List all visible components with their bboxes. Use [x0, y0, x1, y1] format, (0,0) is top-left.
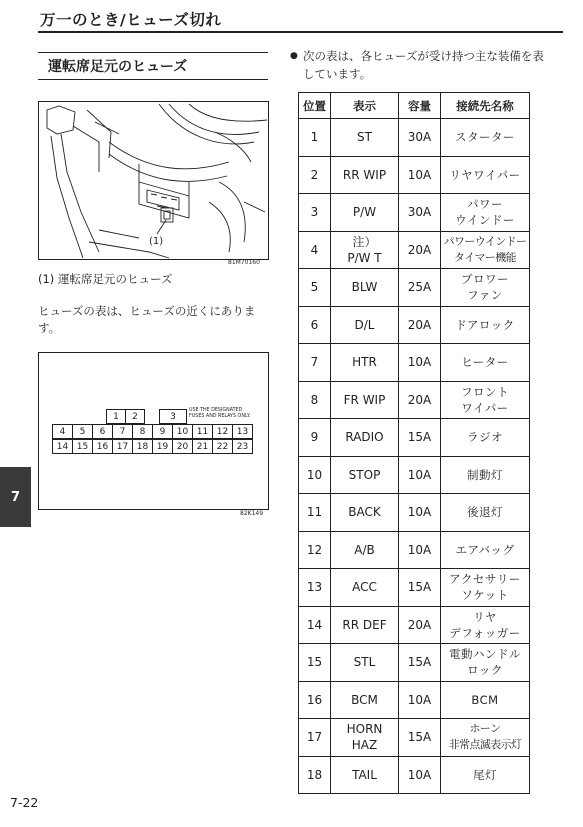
intro-text: 次の表は、各ヒューズが受け持つ主な装備を表しています。 — [303, 49, 544, 81]
cell-capacity: 20A — [399, 381, 441, 419]
table-row — [299, 531, 530, 569]
cell-label — [331, 456, 399, 494]
cell-label — [331, 344, 399, 382]
cell-capacity: 10A — [399, 531, 441, 569]
table-row — [299, 306, 530, 344]
cell-destination — [441, 756, 530, 794]
table-row — [299, 119, 530, 157]
cell-capacity: 20A — [399, 231, 441, 269]
table-row — [299, 681, 530, 719]
cell-destination-line: エアバッグ — [455, 542, 515, 557]
cell-destination — [441, 456, 530, 494]
fuse-slot: 5 — [72, 424, 93, 439]
cell-destination — [441, 681, 530, 719]
cell-label-line: A/B — [354, 542, 375, 557]
cell-position: 2 — [299, 156, 331, 194]
cell-label — [331, 756, 399, 794]
fuse-slot: 13 — [232, 424, 253, 439]
cell-destination — [441, 119, 530, 157]
cell-label — [331, 644, 399, 682]
cell-label-line: 注） — [352, 234, 377, 249]
cell-destination-line: パワー — [467, 197, 503, 212]
cell-destination — [441, 344, 530, 382]
cell-destination-line: 尾灯 — [473, 767, 497, 782]
cell-capacity: 10A — [399, 156, 441, 194]
cell-destination-line: ウインドー — [455, 213, 515, 228]
section-heading-text: 運転席足元のヒューズ — [48, 59, 188, 75]
table-row — [299, 606, 530, 644]
fuse-box-note-line: FUSES AND RELAYS ONLY. — [189, 414, 251, 419]
cell-label-line: RR DEF — [342, 617, 387, 632]
cell-destination — [441, 531, 530, 569]
cell-label-line: HAZ — [351, 738, 378, 753]
cell-destination-line: ファン — [467, 288, 503, 303]
figure-caption: (1) 運転席足元のヒューズ — [38, 272, 173, 286]
cell-capacity: 15A — [399, 644, 441, 682]
cell-destination-line: パワーウインドー — [443, 234, 527, 248]
cell-label — [331, 419, 399, 457]
cell-label-line: BCM — [351, 692, 378, 707]
cell-label — [331, 494, 399, 532]
cell-destination-line: 非常点滅表示灯 — [448, 738, 522, 752]
cell-destination — [441, 269, 530, 307]
cell-destination-line: ソケット — [461, 588, 509, 603]
cell-destination-line: 電動ハンドル — [449, 647, 521, 662]
fuse-table — [298, 92, 530, 794]
cell-position: 14 — [299, 606, 331, 644]
cell-label-line: ACC — [352, 580, 377, 595]
cell-label — [331, 681, 399, 719]
cell-position: 1 — [299, 119, 331, 157]
cell-position: 11 — [299, 494, 331, 532]
title-rule — [38, 31, 563, 33]
section-heading — [38, 52, 268, 80]
cell-label-line: FR WIP — [343, 392, 386, 407]
cell-position: 13 — [299, 569, 331, 607]
cell-position: 3 — [299, 194, 331, 232]
fuse-slot: 17 — [112, 439, 133, 454]
cell-label-line: BLW — [351, 280, 378, 295]
page-title: 万一のとき/ヒューズ切れ — [40, 11, 222, 29]
fuse-slot: 1 — [106, 409, 126, 424]
cell-capacity: 10A — [399, 681, 441, 719]
cell-label — [331, 156, 399, 194]
table-row — [299, 419, 530, 457]
fuse-slot: 20 — [172, 439, 193, 454]
cell-destination-line: アクセサリー — [449, 572, 521, 587]
cell-capacity: 30A — [399, 194, 441, 232]
cell-destination-line: ブロワー — [461, 272, 509, 287]
cell-capacity: 20A — [399, 606, 441, 644]
cell-label-line: RR WIP — [342, 167, 387, 182]
cell-destination-line: デフォッガー — [449, 625, 521, 640]
cell-destination — [441, 644, 530, 682]
table-row — [299, 231, 530, 269]
cell-position: 12 — [299, 531, 331, 569]
cell-destination-line: フロント — [461, 384, 509, 399]
cell-destination-line: ホーン — [469, 722, 501, 736]
table-row — [299, 719, 530, 757]
fuse-slot: 4 — [52, 424, 73, 439]
table-row — [299, 344, 530, 382]
table-row — [299, 644, 530, 682]
table-body — [299, 119, 530, 794]
fuse-slot: 18 — [132, 439, 153, 454]
cell-position: 4 — [299, 231, 331, 269]
fuse-slot: 7 — [112, 424, 133, 439]
fuse-slot: 14 — [52, 439, 73, 454]
cell-capacity: 15A — [399, 569, 441, 607]
body-text: ヒューズの表は、ヒューズの近くにあります。 — [38, 304, 256, 335]
cell-label — [331, 119, 399, 157]
figure-code: 81M70160 — [228, 259, 260, 266]
driver-footwell-illustration — [38, 101, 269, 260]
cell-destination-line: 後退灯 — [467, 505, 503, 520]
cell-position: 17 — [299, 719, 331, 757]
page-number: 7-22 — [10, 795, 39, 810]
cell-label-line: STOP — [348, 467, 381, 482]
cell-label — [331, 569, 399, 607]
cell-position: 10 — [299, 456, 331, 494]
fuse-slot: 6 — [92, 424, 113, 439]
cell-capacity: 20A — [399, 306, 441, 344]
cell-destination — [441, 194, 530, 232]
cell-capacity: 10A — [399, 494, 441, 532]
cell-destination-line: ロック — [467, 663, 503, 678]
cell-position: 6 — [299, 306, 331, 344]
fuse-slot: 2 — [125, 409, 145, 424]
callout-1: (1) — [149, 236, 164, 247]
cell-destination-line: ヒーター — [461, 355, 509, 370]
cell-label-line: BACK — [348, 505, 381, 520]
fuse-slot: 15 — [72, 439, 93, 454]
cell-destination-line: BCM — [471, 692, 499, 707]
cell-capacity: 30A — [399, 119, 441, 157]
cell-label-line: RADIO — [345, 430, 384, 445]
fuse-slot: 21 — [192, 439, 213, 454]
table-row — [299, 269, 530, 307]
fuse-slot: 9 — [152, 424, 173, 439]
chapter-tab: 7 — [0, 467, 31, 527]
cell-destination-line: 制動灯 — [467, 467, 503, 482]
cell-label — [331, 381, 399, 419]
fuse-slot: 16 — [92, 439, 113, 454]
cell-destination — [441, 606, 530, 644]
cell-destination — [441, 569, 530, 607]
cell-label-line: HTR — [352, 355, 377, 370]
cell-capacity: 10A — [399, 456, 441, 494]
fuse-slot: 19 — [152, 439, 173, 454]
cell-capacity: 15A — [399, 719, 441, 757]
cell-destination-line: タイマー機能 — [453, 250, 517, 264]
cell-destination — [441, 306, 530, 344]
column-header-capacity: 容量 — [399, 93, 441, 119]
table-row — [299, 194, 530, 232]
cell-destination — [441, 494, 530, 532]
cell-destination — [441, 156, 530, 194]
table-row — [299, 156, 530, 194]
cell-label-line: TAIL — [352, 767, 377, 782]
cell-label-line: P/W T — [347, 250, 382, 265]
cell-label — [331, 306, 399, 344]
fuse-slot: 10 — [172, 424, 193, 439]
cell-destination — [441, 231, 530, 269]
fuse-slot: 12 — [212, 424, 233, 439]
cell-label-line: ST — [357, 130, 372, 145]
cell-destination-line: ドアロック — [455, 317, 515, 332]
cell-label-line: D/L — [354, 317, 375, 332]
cell-position: 16 — [299, 681, 331, 719]
cell-position: 7 — [299, 344, 331, 382]
cell-capacity: 25A — [399, 269, 441, 307]
cell-destination-line: リヤ — [473, 609, 497, 624]
cell-label — [331, 531, 399, 569]
table-row — [299, 381, 530, 419]
cell-destination — [441, 419, 530, 457]
fuse-box-note-line: USE THE DESIGNATED — [189, 408, 243, 413]
cell-position: 15 — [299, 644, 331, 682]
table-row — [299, 569, 530, 607]
cell-destination-line: ラジオ — [467, 430, 503, 445]
fuse-box-note — [189, 408, 250, 420]
cell-destination-line: ワイパー — [461, 400, 509, 415]
table-row — [299, 756, 530, 794]
cell-label — [331, 606, 399, 644]
cell-label — [331, 719, 399, 757]
intro-paragraph — [291, 47, 547, 83]
column-header-label: 表示 — [331, 93, 399, 119]
cell-destination — [441, 381, 530, 419]
table-header-row — [299, 93, 530, 119]
cell-destination-line: リヤワイパー — [449, 167, 521, 182]
column-header-destination: 接続先名称 — [441, 93, 530, 119]
cell-label — [331, 269, 399, 307]
table-row — [299, 494, 530, 532]
cell-label — [331, 231, 399, 269]
cell-capacity: 10A — [399, 344, 441, 382]
fuse-slot: 8 — [132, 424, 153, 439]
fuse-slot: 11 — [192, 424, 213, 439]
figure-code: 82K149 — [240, 510, 264, 517]
fuse-slot: 23 — [232, 439, 253, 454]
cell-label-line: HORN — [346, 722, 383, 737]
cell-position: 8 — [299, 381, 331, 419]
table-row — [299, 456, 530, 494]
cell-position: 9 — [299, 419, 331, 457]
cell-destination — [441, 719, 530, 757]
cell-position: 18 — [299, 756, 331, 794]
cell-label-line: P/W — [352, 205, 377, 220]
bullet-icon: ● — [290, 51, 298, 61]
fuse-slot: 22 — [212, 439, 233, 454]
cell-capacity: 10A — [399, 756, 441, 794]
cell-destination-line: スターター — [455, 130, 515, 145]
cell-position: 5 — [299, 269, 331, 307]
cell-capacity: 15A — [399, 419, 441, 457]
fuse-slot: 3 — [159, 409, 187, 424]
cell-label — [331, 194, 399, 232]
cell-label-line: STL — [353, 655, 376, 670]
column-header-position: 位置 — [299, 93, 331, 119]
fuse-box-diagram — [38, 352, 269, 510]
